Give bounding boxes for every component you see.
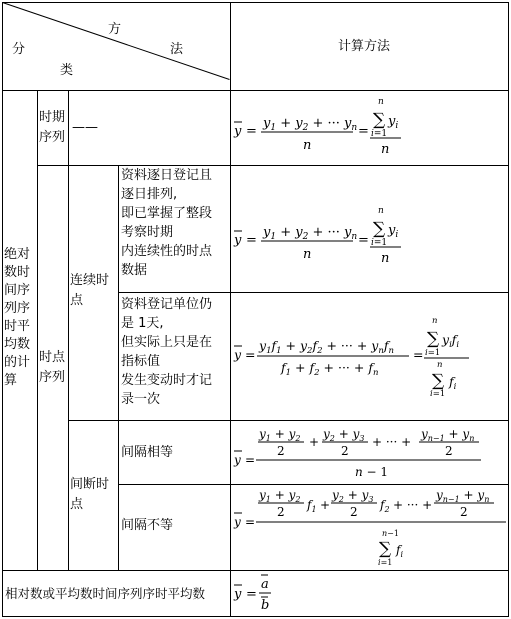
svg-text:f1: $f_1$ bbox=[307, 498, 317, 514]
svg-text:=: = bbox=[245, 515, 256, 529]
formula-period-series bbox=[231, 91, 508, 165]
svg-text:∑: ∑ bbox=[373, 219, 386, 239]
svg-text:2: 2 bbox=[460, 505, 468, 519]
svg-text:2: 2 bbox=[341, 444, 349, 458]
svg-text:fi: $f_i$ bbox=[449, 374, 457, 392]
desc-line: 但实际上只是在 bbox=[121, 335, 213, 350]
svg-text:n − 1: n − 1 bbox=[355, 465, 389, 479]
svg-text:y: y bbox=[234, 587, 242, 602]
method-column-title: 计算方法 bbox=[338, 39, 391, 54]
svg-text:=: = bbox=[246, 587, 257, 602]
absolute-series-label: 绝对数时间序列序时平均数的计算 bbox=[4, 247, 31, 388]
svg-text:=: = bbox=[358, 233, 369, 248]
formula-continuous-weighted bbox=[231, 314, 508, 400]
svg-text:yifi: $y_if_i$ bbox=[442, 332, 460, 350]
header-label-lei: 类 bbox=[60, 63, 74, 78]
svg-text:=: = bbox=[245, 347, 256, 362]
desc-line: 资料逐日登记且 bbox=[121, 168, 213, 183]
svg-text:n: n bbox=[378, 97, 384, 107]
svg-text:yn−1 + yn: $y_{n-1} + y_n$ bbox=[436, 488, 490, 504]
svg-text:n: n bbox=[303, 247, 312, 262]
svg-text:y: y bbox=[234, 124, 242, 139]
discrete-unequal-interval-desc: 间隔不等 bbox=[121, 518, 174, 533]
relative-series-label: 相对数或平均数时间序列序时平均数 bbox=[5, 586, 206, 601]
svg-text:y: y bbox=[234, 515, 241, 529]
svg-text:2: 2 bbox=[350, 505, 358, 519]
svg-text:y2 + y3: $y_2 + y_3$ bbox=[332, 488, 374, 504]
discrete-equal-interval-desc: 间隔相等 bbox=[121, 445, 174, 460]
svg-text:i=1: i=1 bbox=[371, 129, 388, 139]
svg-text:y1 + y2 + ··· yn: $y_1 + y_2$ + ··· $y_n$ bbox=[263, 116, 358, 133]
svg-text:i=1: i=1 bbox=[371, 238, 388, 248]
period-series-label: 时期序列 bbox=[39, 110, 66, 145]
svg-text:y: y bbox=[234, 233, 242, 248]
svg-text:n: n bbox=[381, 142, 390, 157]
svg-text:i=1: i=1 bbox=[425, 348, 441, 358]
svg-text:=: = bbox=[246, 233, 257, 248]
svg-text:f2: $f_2$ bbox=[380, 498, 390, 514]
svg-text:∑: ∑ bbox=[373, 110, 386, 130]
header-label-fa: 法 bbox=[170, 42, 184, 57]
svg-text:y2 + y3: $y_2 + y_3$ bbox=[323, 427, 365, 443]
desc-line: 内连续性的时点 bbox=[121, 244, 213, 259]
desc-line: 数据 bbox=[121, 263, 148, 278]
svg-text:y1 + y2 + ··· yn: $y_1 + y_2$ + ··· $y_n$ bbox=[263, 225, 358, 242]
desc-line: 发生变动时才记 bbox=[121, 373, 213, 388]
svg-text:+ ··· +: + ··· + bbox=[372, 435, 412, 449]
svg-text:f1 + f2 + ··· + fn: $f_1 + f_2$ + ··· + $f_n$ bbox=[281, 360, 379, 378]
svg-text:+: + bbox=[320, 498, 331, 512]
svg-text:yi: $y_i$ bbox=[388, 114, 399, 131]
svg-text:yn−1 + yn: $y_{n-1} + y_n$ bbox=[421, 427, 475, 443]
desc-line: 指标值 bbox=[121, 354, 161, 369]
svg-text:2: 2 bbox=[445, 444, 453, 458]
formula-discrete-equal bbox=[231, 421, 508, 484]
desc-line: 逐日排列, bbox=[121, 187, 178, 202]
svg-text:b: b bbox=[261, 598, 270, 613]
svg-text:a: a bbox=[261, 577, 269, 592]
svg-text:n: n bbox=[381, 251, 390, 266]
svg-text:=: = bbox=[245, 453, 256, 467]
period-series-condition: —— bbox=[72, 120, 98, 135]
discrete-point-label: 间断时点 bbox=[70, 477, 110, 512]
svg-text:y1 + y2: $y_1 + y_2$ bbox=[259, 488, 301, 504]
svg-text:fi: $f_i$ bbox=[396, 543, 404, 559]
svg-text:n: n bbox=[303, 138, 312, 153]
svg-text:y: y bbox=[234, 347, 242, 362]
point-series-label: 时点序列 bbox=[39, 350, 66, 385]
svg-text:=: = bbox=[413, 347, 424, 362]
svg-text:∑: ∑ bbox=[432, 371, 445, 391]
svg-text:=: = bbox=[358, 124, 369, 139]
desc-line: 资料登记单位仍 bbox=[121, 297, 213, 312]
desc-line: 是 1天, bbox=[121, 316, 164, 331]
svg-text:=: = bbox=[246, 124, 257, 139]
desc-line: 录一次 bbox=[121, 392, 161, 407]
formula-discrete-unequal bbox=[231, 485, 508, 570]
svg-text:n−1: n−1 bbox=[382, 529, 399, 538]
continuous-case1-desc bbox=[121, 166, 229, 280]
header-label-fang: 方 bbox=[108, 22, 122, 37]
svg-text:n: n bbox=[432, 316, 438, 326]
svg-text:n: n bbox=[378, 206, 384, 216]
svg-text:i=1: i=1 bbox=[378, 558, 393, 567]
svg-text:2: 2 bbox=[277, 444, 285, 458]
svg-text:2: 2 bbox=[277, 505, 285, 519]
svg-text:+: + bbox=[309, 435, 320, 449]
svg-text:y1 + y2: $y_1 + y_2$ bbox=[259, 427, 301, 443]
continuous-case2-desc bbox=[121, 295, 229, 409]
svg-text:∑: ∑ bbox=[427, 329, 440, 349]
desc-line: 即已掌握了整段 bbox=[121, 206, 213, 221]
formula-relative bbox=[231, 571, 508, 616]
svg-text:yi: $y_i$ bbox=[388, 223, 399, 240]
svg-text:∑: ∑ bbox=[379, 539, 392, 559]
svg-text:+ ··· +: + ··· + bbox=[393, 498, 433, 512]
svg-text:n: n bbox=[437, 360, 443, 370]
svg-text:y: y bbox=[234, 453, 241, 467]
continuous-point-label: 连续时点 bbox=[70, 273, 110, 308]
header-label-fen: 分 bbox=[12, 42, 26, 57]
desc-line: 考察时期 bbox=[121, 225, 174, 240]
svg-text:y1f1 + y2f2 + ··· + ynfn: $y_1f_1 + y_2f_2$ + ··· + $y_nf_n$ bbox=[259, 338, 394, 356]
svg-text:i=1: i=1 bbox=[430, 389, 446, 399]
formula-continuous-daily bbox=[231, 200, 508, 274]
